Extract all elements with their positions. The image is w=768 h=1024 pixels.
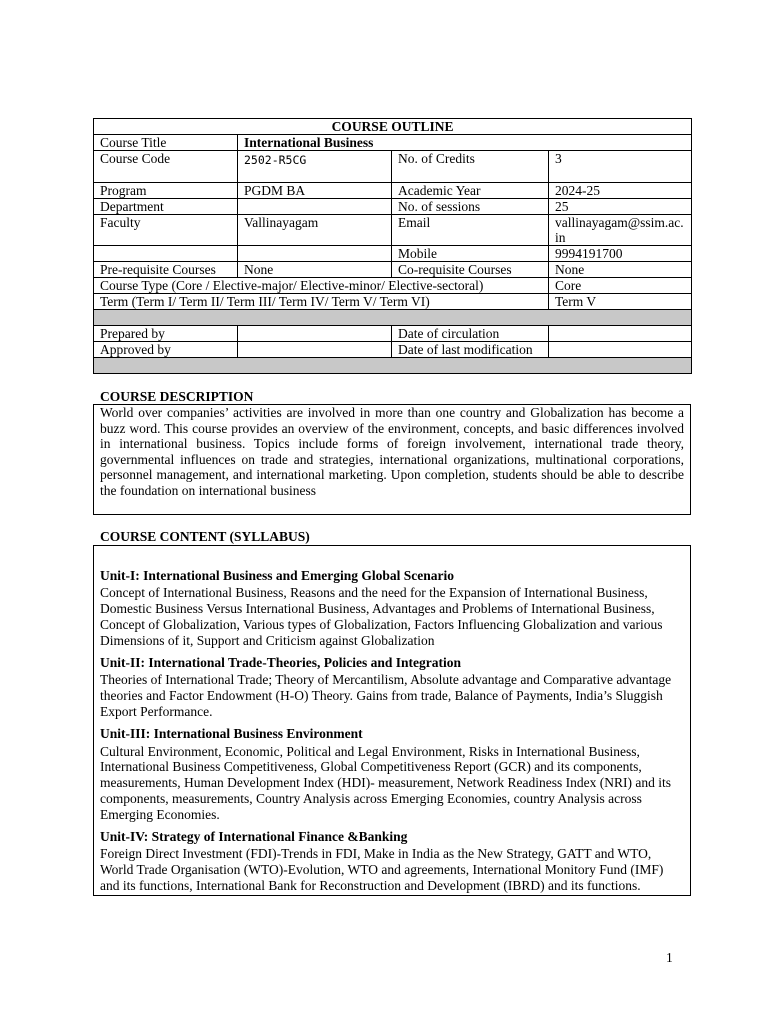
prereq-label: Pre-requisite Courses [94, 262, 238, 278]
department-value [238, 199, 392, 215]
course-outline-table [93, 118, 692, 374]
program-label: Program [94, 183, 238, 199]
academic-year-value: 2024-25 [549, 183, 692, 199]
unit-title: Unit-I: International Business and Emerging Global Scenario [100, 567, 455, 583]
term-label: Term (Term I/ Term II/ Term III/ Term IV/ Term V/ Term VI) [94, 294, 549, 310]
approved-by-value [238, 342, 392, 358]
academic-year-label: Academic Year [392, 183, 549, 199]
course-title-label: Course Title [94, 135, 238, 151]
coreq-value: None [549, 262, 692, 278]
gray-divider [94, 310, 692, 326]
date-modification-value [549, 342, 692, 358]
unit-body: Concept of International Business, Reasons and the need for the Expansion of International Business, Domestic Business Versus International Business, Advantages and Problems of International Business, Concept of Globalization, Various types of Globalization, Factors Influencing Globalization and various Dimensions of it, Support and Criticism against Globalization [100, 585, 663, 648]
term-value: Term V [549, 294, 692, 310]
email-label: Email [392, 215, 549, 246]
course-code-value: 2502-R5CG [238, 151, 392, 183]
unit-block [100, 726, 684, 823]
course-type-value: Core [549, 278, 692, 294]
prepared-by-label: Prepared by [94, 326, 238, 342]
department-label: Department [94, 199, 238, 215]
faculty-label: Faculty [94, 215, 238, 246]
course-type-label: Course Type (Core / Elective-major/ Elective-minor/ Elective-sectoral) [94, 278, 549, 294]
unit-body: Theories of International Trade; Theory of Mercantilism, Absolute advantage and Comparative advantage theories and Factor Endowment (H-O) Theory. Gains from trade, Balance of Payments, India’s Sluggish Export Performance. [100, 672, 672, 719]
mobile-value: 9994191700 [549, 246, 692, 262]
course-description-text: World over companies’ activities are involved in more than one country and Globalization has become a buzz word. This course provides an overview of the environment, concepts, and basic differences involved in international business. Topics include forms of foreign involvement, international trade theory, governmental influences on trade and strategies, international organizations, multinational corporations, personnel management, and international marketing. Upon completion, students should be able to describe the foundation on international business [100, 405, 684, 498]
unit-body: Cultural Environment, Economic, Political and Legal Environment, Risks in International Business, International Business Competitiveness, Global Competitiveness Report (GCR) and its components, measurements, Human Development Index (HDI)- measurement, Network Readiness Index (NRI) and its components, measurements, Country Analysis across Emerging Economies, country Analysis across Emerging Economies. [100, 743, 671, 822]
course-description-heading: COURSE DESCRIPTION [100, 389, 254, 404]
credits-label: No. of Credits [392, 151, 549, 183]
approved-by-label: Approved by [94, 342, 238, 358]
date-modification-label: Date of last modification [392, 342, 549, 358]
unit-body: Foreign Direct Investment (FDI)-Trends in FDI, Make in India as the New Strategy, GATT and WTO, World Trade Organisation (WTO)-Evolution, WTO and agreements, International Monitory Fund (IMF) and its functions, International Bank for Reconstruction and Development (IBRD) and its functions. [100, 846, 664, 893]
sessions-label: No. of sessions [392, 199, 549, 215]
prereq-value: None [238, 262, 392, 278]
faculty-value: Vallinayagam [238, 215, 392, 246]
coreq-label: Co-requisite Courses [392, 262, 549, 278]
empty-cell [94, 246, 238, 262]
course-code-label: Course Code [94, 151, 238, 183]
course-content-heading: COURSE CONTENT (SYLLABUS) [100, 528, 310, 544]
date-circulation-label: Date of circulation [392, 326, 549, 342]
unit-title: Unit-III: International Business Environment [100, 725, 363, 741]
credits-value: 3 [549, 151, 692, 183]
sessions-value: 25 [549, 199, 692, 215]
empty-cell [238, 246, 392, 262]
mobile-label: Mobile [392, 246, 549, 262]
outline-title: COURSE OUTLINE [94, 119, 692, 135]
program-value: PGDM BA [238, 183, 392, 199]
date-circulation-value [549, 326, 692, 342]
unit-title: Unit-II: International Trade-Theories, Policies and Integration [100, 654, 461, 670]
unit-title: Unit-IV: Strategy of International Finance &Banking [100, 828, 408, 844]
unit-block [100, 568, 684, 649]
course-title-value: International Business [238, 135, 692, 151]
syllabus-box [93, 545, 691, 896]
unit-block [100, 655, 684, 720]
course-description-box [93, 404, 691, 515]
unit-block [100, 829, 684, 894]
page-number: 1 [666, 950, 673, 965]
gray-divider [94, 358, 692, 374]
document-page [93, 118, 691, 896]
prepared-by-value [238, 326, 392, 342]
email-value[interactable]: vallinayagam@ssim.ac.in [549, 215, 692, 246]
